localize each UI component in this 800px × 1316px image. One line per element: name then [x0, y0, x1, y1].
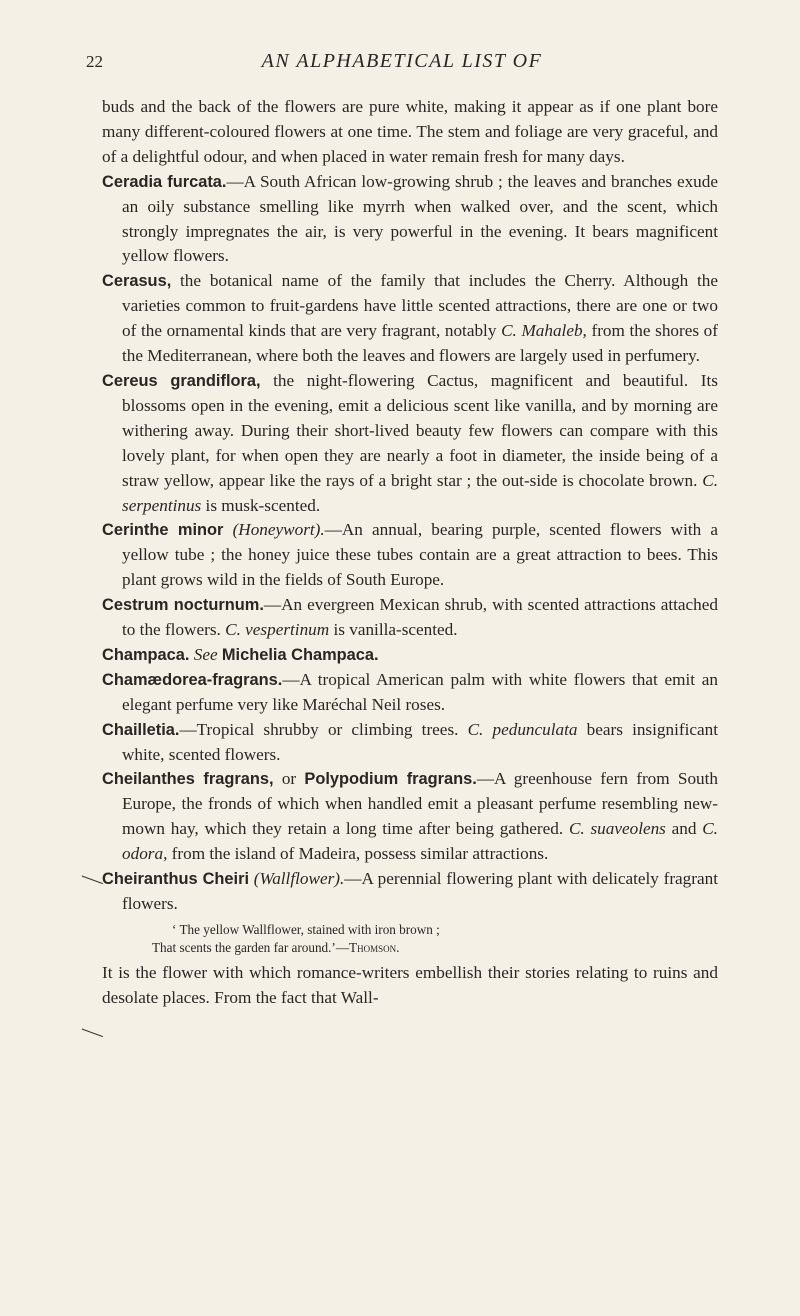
quote-author: Thomson. — [349, 939, 400, 955]
species-name: C. suaveolens — [568, 819, 666, 839]
entry-chamaedorea — [102, 668, 718, 718]
entry-term: Chailletia. — [102, 720, 180, 739]
quote-text: That scents the garden far around.’— — [152, 939, 350, 955]
entry-text: bears insignificant white, scented flowers. — [122, 719, 718, 764]
cross-reference: Michelia Champaca. — [221, 645, 379, 664]
margin-mark: — — [78, 862, 108, 894]
entry-term: Cerasus, — [102, 272, 172, 291]
species-name: C. vespertinum — [225, 620, 330, 640]
entry-term: Chamædorea-fragrans. — [102, 670, 283, 689]
entry-text: is musk-scented. — [201, 495, 321, 515]
trailing-paragraph: It is the flower with which romance-writers embellish their stories relating to ruins and desolate places. From the fact that Wall- — [102, 962, 718, 1007]
entry-text: and — [665, 819, 703, 839]
page-number: 22 — [86, 52, 103, 71]
species-name: C. Mahaleb, — [501, 321, 587, 341]
entry-term-alt: Polypodium fragrans. — [304, 770, 477, 789]
continued-paragraph: buds and the back of the flowers are pure white, making it appear as if one plant bore many different-coloured flowers at one time. The stem and foliage are very graceful, and of a delightful odour, and when placed in water remain fresh for many days. — [102, 97, 718, 166]
entry-term: Cereus grandiflora, — [102, 371, 261, 390]
running-title: AN ALPHABETICAL LIST OF — [261, 50, 543, 72]
entry-cerasus — [102, 269, 718, 369]
entry-text: from the shores of the Mediterranean, where both the leaves and flowers are largely used in perfumery. — [122, 321, 718, 366]
entry-text: —An evergreen Mexican shrub, with scented attractions attached to the flowers. — [122, 595, 719, 640]
entry-term: Cerinthe minor — [102, 521, 224, 540]
entry-cerinthe — [102, 518, 718, 593]
margin-mark: — — [78, 1015, 108, 1047]
entry-term: Ceradia furcata. — [102, 172, 227, 191]
entry-text: is vanilla-scented. — [329, 620, 458, 640]
entry-text: or — [273, 769, 305, 789]
entry-champaca — [102, 643, 718, 668]
quote-line — [102, 939, 718, 957]
entry-cheiranthus — [102, 867, 718, 917]
common-name: (Wallflower). — [249, 869, 345, 889]
entry-text: —An annual, bearing purple, scented flowers with a yellow tube ; the honey juice these tubes contain are a great attraction to bees. This plant grows wild in the fields of South Europe. — [122, 520, 718, 590]
page-body — [102, 95, 718, 1011]
entry-text: —A tropical American palm with white flowers that emit an elegant perfume very like Maréchal Neil roses. — [122, 669, 718, 714]
species-name: C. odora, — [122, 819, 718, 864]
entry-term: Cestrum nocturnum. — [102, 596, 264, 615]
entry-cestrum — [102, 593, 718, 643]
entry-cereus — [102, 369, 718, 518]
entry-text: from the island of Madeira, possess similar attractions. — [167, 844, 549, 864]
entry-text: —Tropical shrubby or climbing trees. — [179, 719, 468, 739]
entry-text: the botanical name of the family that includes the Cherry. Although the varieties common to fruit-gardens have little scented attractions, there are one or two of the ornamental kinds that are very fragrant, notably — [122, 271, 718, 341]
common-name: (Honeywort). — [223, 520, 325, 540]
entry-term: Cheiranthus Cheiri — [102, 870, 250, 889]
quote-line: ‘ The yellow Wallflower, stained with iron brown ; — [172, 921, 440, 937]
entry-text: the night-flowering Cactus, magnificent and beautiful. Its blossoms open in the evening, emit a delicious scent like vanilla, and by morning are withering away. During their short-lived beauty few flowers can compare with this lovely plant, for when open they are nearly a foot in diameter, the inside being of a straw yellow, appear like the rays of a bright star ; the out-side is chocolate brown. — [122, 370, 718, 490]
entry-text: —A greenhouse fern from South Europe, the fronds of which when handled emit a pleasant perfume resembling new-mown hay, which they retain a long time after being gathered. — [122, 769, 718, 839]
page-header — [86, 50, 718, 80]
entry-ceradia — [102, 170, 718, 270]
entry-chailletia — [102, 718, 718, 768]
entry-text: —A perennial flowering plant with delicately fragrant flowers. — [122, 869, 718, 913]
species-name: C. pedunculata — [467, 719, 578, 739]
species-name: C. serpentinus — [122, 470, 718, 515]
see-label: See — [189, 644, 222, 664]
entry-term: Cheilanthes fragrans, — [102, 770, 274, 789]
verse-quote — [102, 921, 718, 957]
entry-text: —A South African low-growing shrub ; the leaves and branches exude an oily substance smelling like myrrh when walked over, and the scent, which strongly impregnates the air, is very powerful in the evening. It bears magnificent yellow flowers. — [122, 171, 718, 266]
entry-cheilanthes — [102, 767, 718, 867]
entry-term: Champaca. — [102, 645, 190, 664]
